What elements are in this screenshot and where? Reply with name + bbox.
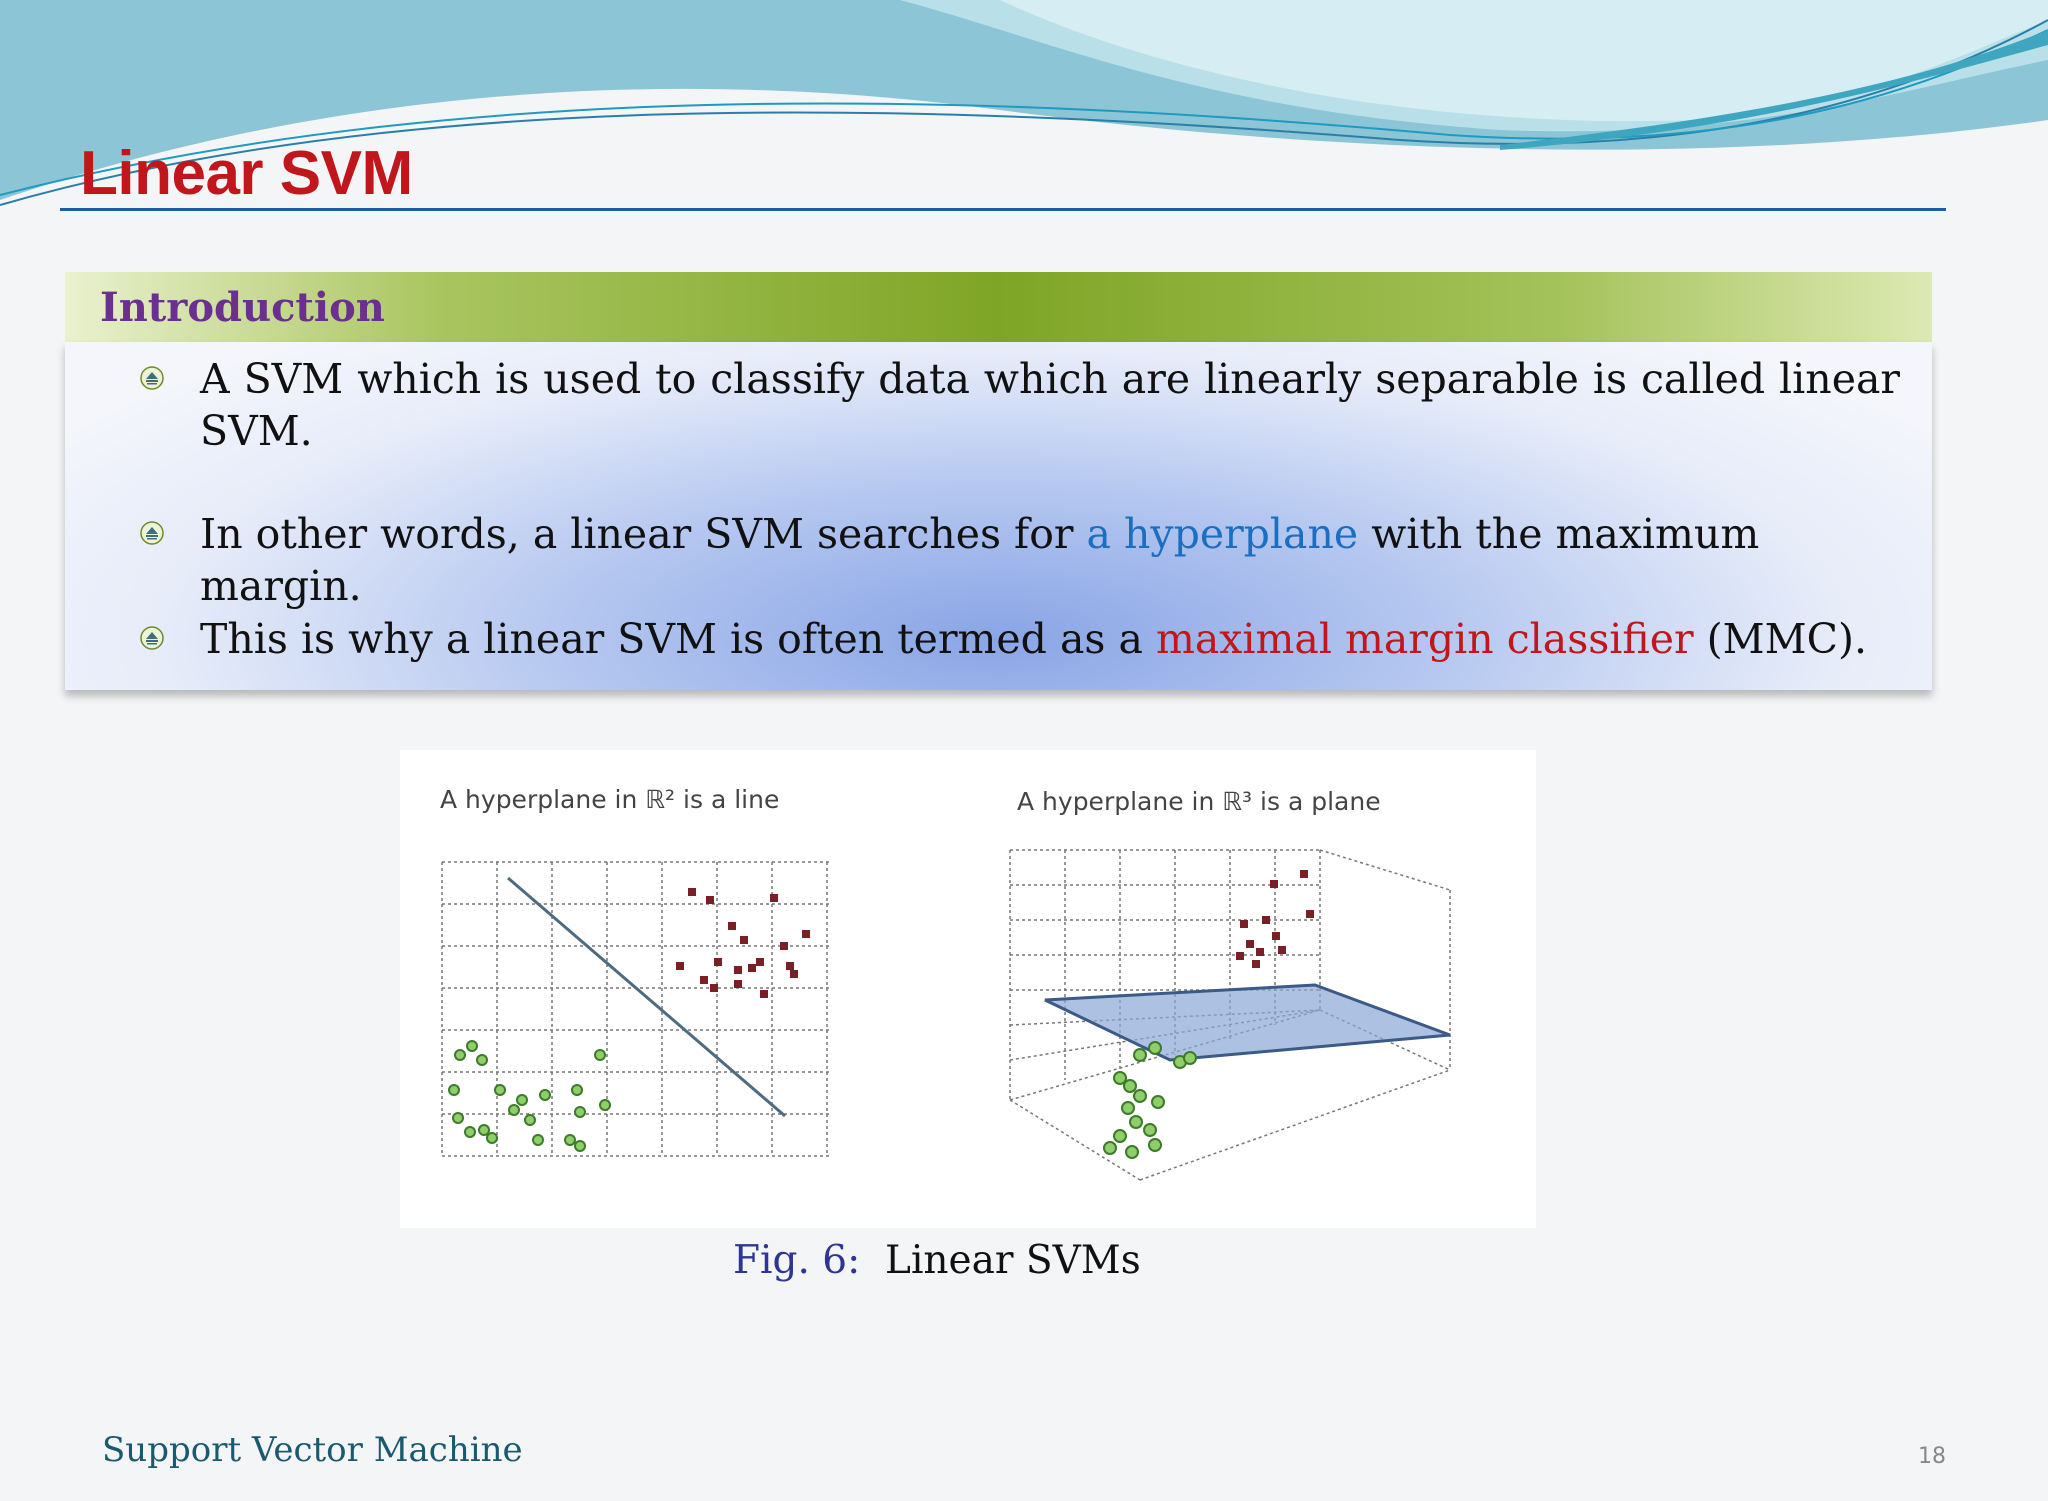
- figure-caption-text: Linear SVMs: [885, 1238, 1141, 1283]
- slide-number: 18: [1918, 1444, 1946, 1469]
- bullet-item: [135, 613, 1900, 665]
- section-header-label: Introduction: [100, 284, 385, 331]
- title-underline: [60, 208, 1946, 211]
- right-plot-title: A hyperplane in ℝ³ is a plane: [1017, 787, 1381, 816]
- mmc-highlight: maximal margin classifier: [1155, 615, 1694, 663]
- bullet-text: This is why a linear SVM is often termed as a maximal margin classifier (MMC).: [200, 615, 1868, 663]
- footer-course-title: Support Vector Machine: [102, 1430, 523, 1470]
- figure-image: [400, 750, 1536, 1228]
- bullet-item: [135, 508, 1900, 612]
- hyperplane-highlight: a hyperplane: [1086, 510, 1359, 558]
- figure-caption: [733, 1238, 1141, 1283]
- bullet-item: [135, 353, 1900, 457]
- slide-title: Linear SVM: [80, 139, 413, 208]
- figure-caption-label: Fig. 6:: [733, 1238, 861, 1283]
- circle-emblem-icon: [140, 521, 164, 545]
- left-plot-title: A hyperplane in ℝ² is a line: [440, 785, 780, 814]
- section-header-bar: [65, 272, 1932, 342]
- bullet-text: In other words, a linear SVM searches for a hyperplane with the maximum margin.: [200, 510, 1760, 610]
- left-plot-2d: [430, 850, 870, 1190]
- right-plot-3d: [990, 840, 1490, 1200]
- circle-emblem-icon: [140, 366, 164, 390]
- bullet-text: A SVM which is used to classify data which are linearly separable is called linear SVM.: [200, 355, 1900, 455]
- circle-emblem-icon: [140, 626, 164, 650]
